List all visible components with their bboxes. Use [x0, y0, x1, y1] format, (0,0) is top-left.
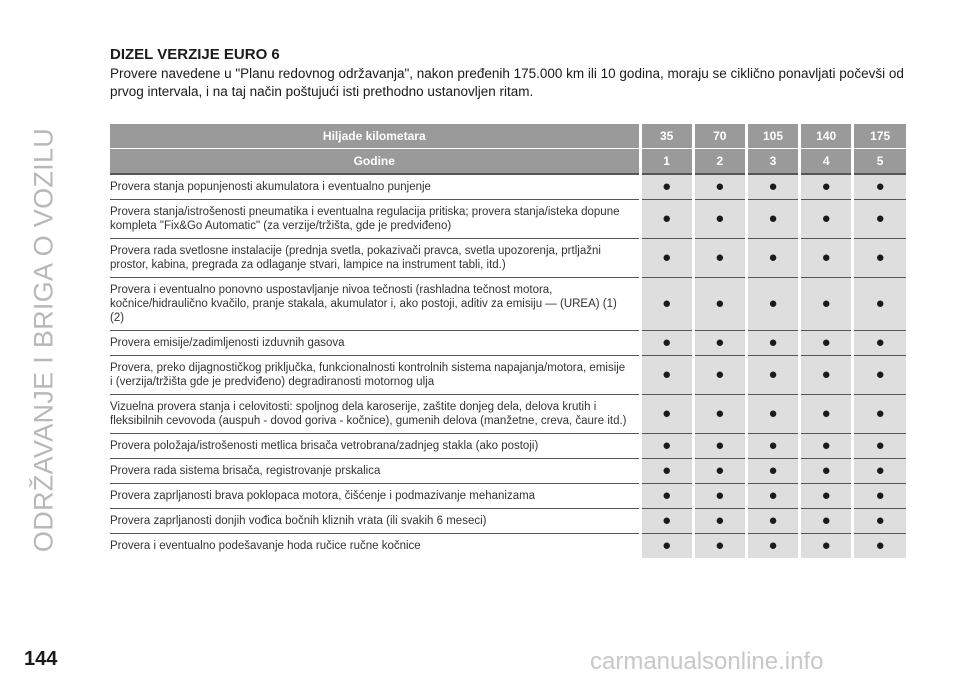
header-year-value: 4 [800, 149, 853, 175]
interval-dot: ● [693, 356, 746, 395]
interval-dot: ● [693, 174, 746, 200]
interval-dot: ● [746, 278, 799, 331]
interval-dot: ● [800, 534, 853, 559]
interval-dot: ● [746, 331, 799, 356]
interval-dot: ● [746, 534, 799, 559]
side-section-title: ODRŽAVANJE I BRIGA O VOZILU [28, 127, 59, 553]
interval-dot: ● [853, 200, 906, 239]
interval-dot: ● [640, 331, 693, 356]
interval-dot: ● [800, 484, 853, 509]
check-description: Provera rada sistema brisača, registrovanje prskalica [110, 459, 640, 484]
interval-dot: ● [853, 484, 906, 509]
table-row [110, 434, 906, 459]
interval-dot: ● [853, 356, 906, 395]
interval-dot: ● [800, 278, 853, 331]
table-row [110, 534, 906, 559]
interval-dot: ● [746, 459, 799, 484]
interval-dot: ● [746, 395, 799, 434]
check-description: Provera stanja popunjenosti akumulatora i eventualno punjenje [110, 174, 640, 200]
interval-dot: ● [853, 459, 906, 484]
header-year-value: 2 [693, 149, 746, 175]
table-row [110, 356, 906, 395]
interval-dot: ● [640, 534, 693, 559]
table-row [110, 509, 906, 534]
interval-dot: ● [693, 200, 746, 239]
header-year-value: 1 [640, 149, 693, 175]
interval-dot: ● [746, 200, 799, 239]
check-description: Provera i eventualno podešavanje hoda ručice ručne kočnice [110, 540, 421, 552]
interval-dot: ● [746, 484, 799, 509]
header-year-value: 5 [853, 149, 906, 175]
interval-dot: ● [800, 434, 853, 459]
header-km-value: 140 [800, 124, 853, 149]
interval-dot: ● [640, 174, 693, 200]
interval-dot: ● [853, 278, 906, 331]
check-description: Provera, preko dijagnostičkog priključka, funkcionalnosti kontrolnih sistema napajanja/motora, emisije i (verzija/tržišta gde je predviđeno) degradiranosti motornog ulja [110, 356, 640, 395]
interval-dot: ● [853, 331, 906, 356]
check-description: Provera rada svetlosne instalacije (prednja svetla, pokazivači pravca, svetla upozorenja, prtljažni prostor, kabina, pregrada za odlaganje stvari, lampice na instrument tabli, itd.) [110, 239, 640, 278]
interval-dot: ● [800, 395, 853, 434]
interval-dot: ● [640, 509, 693, 534]
interval-dot: ● [746, 509, 799, 534]
table-row [110, 484, 906, 509]
interval-dot: ● [853, 395, 906, 434]
interval-dot: ● [640, 395, 693, 434]
interval-dot: ● [800, 174, 853, 200]
table-row [110, 395, 906, 434]
table-row [110, 239, 906, 278]
check-description: Provera zaprljanosti brava poklopaca motora, čišćenje i podmazivanje mehanizama [110, 484, 640, 509]
header-km-value: 105 [746, 124, 799, 149]
interval-dot: ● [693, 395, 746, 434]
interval-dot: ● [640, 200, 693, 239]
header-km-label: Hiljade kilometara [110, 124, 640, 149]
interval-dot: ● [693, 239, 746, 278]
interval-dot: ● [693, 434, 746, 459]
header-row-years [110, 149, 906, 175]
header-row-km [110, 124, 906, 149]
header-km-value: 175 [853, 124, 906, 149]
watermark: carmanualsonline.info [590, 648, 824, 675]
table-row [110, 200, 906, 239]
interval-dot: ● [853, 434, 906, 459]
section-title: DIZEL VERZIJE EURO 6 [110, 46, 280, 63]
interval-dot: ● [853, 174, 906, 200]
check-description: Provera stanja/istrošenosti pneumatika i eventualna regulacija pritiska; provera stanja/isteka dopune kompleta "Fix&Go Automatic" (za verzije/tržišta, gde je predviđeno) [110, 200, 640, 239]
interval-dot: ● [693, 331, 746, 356]
interval-dot: ● [640, 356, 693, 395]
interval-dot: ● [693, 509, 746, 534]
interval-dot: ● [693, 484, 746, 509]
interval-dot: ● [640, 278, 693, 331]
page-number: 144 [24, 648, 58, 670]
check-description: Vizuelna provera stanja i celovitosti: spoljnog dela karoserije, zaštite donjeg dela, delova krutih i fleksibilnih cevovoda (auspuh - dovod goriva - kočnice), gumenih delova (manžetne, creva, čaure itd.) [110, 395, 640, 434]
header-year-value: 3 [746, 149, 799, 175]
table-row [110, 278, 906, 331]
interval-dot: ● [640, 484, 693, 509]
interval-dot: ● [800, 239, 853, 278]
interval-dot: ● [800, 331, 853, 356]
check-description: Provera i eventualno ponovno uspostavljanje nivoa tečnosti (rashladna tečnost motora, kočnice/hidraulično kvačilo, pranje stakala, akumulator i, ako postoji, aditiv za emisiju — (UREA) (1) (2) [110, 278, 640, 331]
header-km-value: 35 [640, 124, 693, 149]
interval-dot: ● [693, 459, 746, 484]
check-description: Provera emisije/zadimljenosti izduvnih gasova [110, 331, 640, 356]
check-description: Provera položaja/istrošenosti metlica brisača vetrobrana/zadnjeg stakla (ako postoji) [110, 434, 640, 459]
header-km-value: 70 [693, 124, 746, 149]
table-row [110, 459, 906, 484]
header-year-label: Godine [110, 149, 640, 175]
interval-dot: ● [853, 509, 906, 534]
interval-dot: ● [640, 434, 693, 459]
interval-dot: ● [693, 278, 746, 331]
interval-dot: ● [746, 356, 799, 395]
interval-dot: ● [693, 534, 746, 559]
interval-dot: ● [746, 434, 799, 459]
interval-dot: ● [853, 534, 906, 559]
interval-dot: ● [800, 459, 853, 484]
interval-dot: ● [800, 509, 853, 534]
section-heading [110, 46, 910, 101]
table-row [110, 174, 906, 200]
interval-dot: ● [853, 239, 906, 278]
interval-dot: ● [800, 200, 853, 239]
maintenance-table [110, 124, 906, 558]
interval-dot: ● [640, 239, 693, 278]
interval-dot: ● [640, 459, 693, 484]
table-row [110, 331, 906, 356]
interval-dot: ● [746, 174, 799, 200]
check-description: Provera zaprljanosti donjih vođica bočnih kliznih vrata (ili svakih 6 meseci) [110, 509, 640, 534]
interval-dot: ● [800, 356, 853, 395]
interval-dot: ● [746, 239, 799, 278]
section-intro: Provere navedene u "Planu redovnog održavanja", nakon pređenih 175.000 km ili 10 godina, moraju se ciklično ponavljati počevši od prvog intervala, i na taj način poštujući isti prethodno ustanovljen ritam. [110, 66, 904, 99]
